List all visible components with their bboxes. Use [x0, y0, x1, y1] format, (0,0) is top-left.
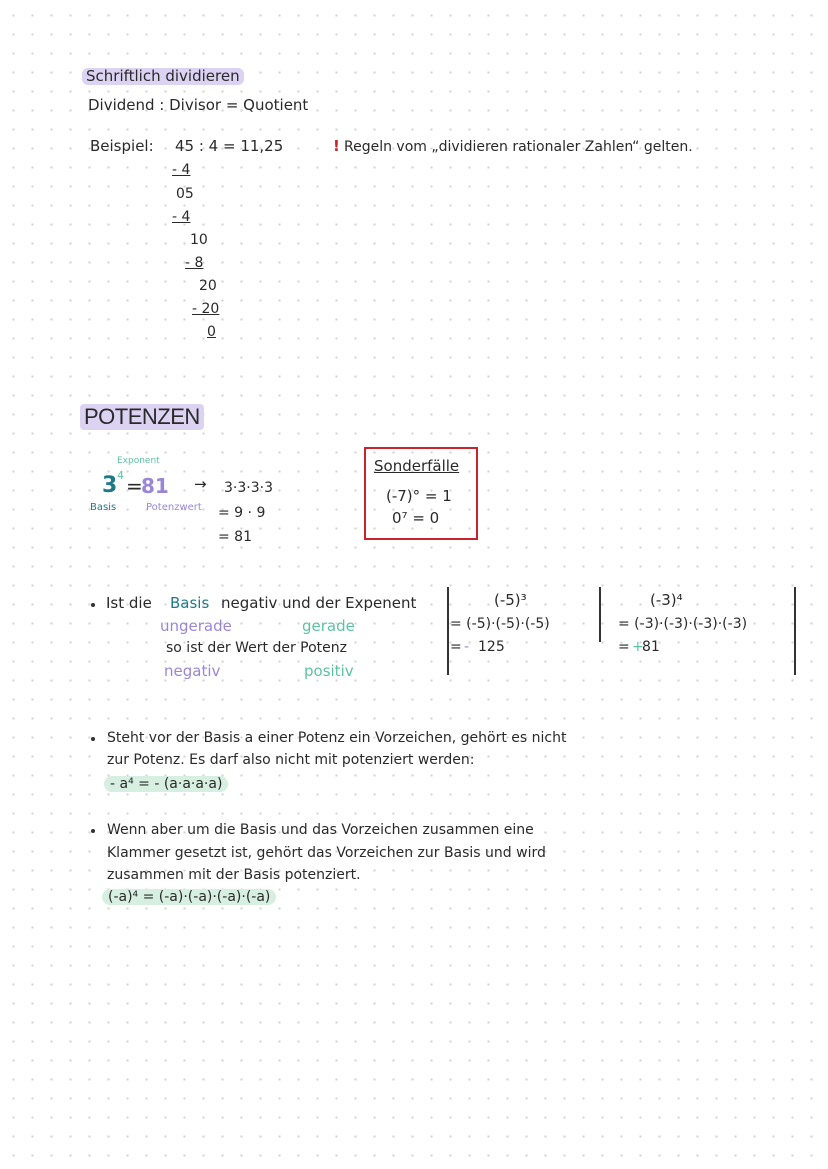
example-even-sign: + [632, 639, 644, 655]
power-step-3: = 81 [218, 529, 252, 545]
power-exponent: 4 [117, 469, 124, 482]
example-odd-sign: - [464, 639, 470, 655]
example-even-head: (-3)⁴ [650, 591, 683, 609]
basis-label: Basis [90, 502, 117, 513]
rule1-line3: so ist der Wert der Potenz [166, 640, 348, 656]
power-base: 3 [102, 473, 118, 498]
sonderfaelle-box [364, 447, 478, 540]
bullet-rule-2 [91, 737, 95, 741]
rule1-middle: negativ und der Expenent [221, 594, 417, 612]
rule3-line3: zusammen mit der Basis potenziert. [107, 867, 361, 883]
example-odd-line2: = (-5)·(-5)·(-5) [450, 616, 550, 632]
example-even-result: 81 [642, 639, 660, 655]
rule1-prefix: Ist die [106, 594, 152, 612]
table-divider-left [447, 587, 449, 675]
sonderfaelle-line-1: (-7)° = 1 [386, 487, 452, 505]
table-divider-middle [599, 587, 601, 642]
sonderfaelle-title: Sonderfälle [374, 457, 460, 475]
step-8: 0 [207, 324, 216, 340]
exponent-label: Exponent [117, 456, 160, 466]
section-title-potenzen: POTENZEN [80, 404, 204, 430]
rule3-line2: Klammer gesetzt ist, gehört das Vorzeichen zur Basis und wird [107, 845, 546, 861]
step-4: 10 [190, 232, 208, 248]
division-note: Regeln vom „dividieren rationaler Zahlen“ gelten. [344, 139, 693, 155]
example-even-eq: = [618, 639, 630, 655]
example-label: Beispiel: [90, 137, 154, 155]
rule2-line2: zur Potenz. Es darf also nicht mit potenziert werden: [107, 752, 475, 768]
power-expansion: 3·3·3·3 [224, 480, 273, 496]
power-result: 81 [141, 474, 169, 498]
step-3: - 4 [172, 209, 191, 225]
table-divider-right [794, 587, 796, 675]
step-6: 20 [199, 278, 217, 294]
example-odd-result: 125 [478, 639, 505, 655]
power-equals: = [126, 474, 143, 498]
step-2: 05 [176, 186, 194, 202]
note-exclamation-icon: ! [333, 137, 340, 155]
sonderfaelle-line-2: 0⁷ = 0 [392, 509, 440, 527]
rule2-formula: - a⁴ = - (a·a·a·a) [104, 776, 228, 792]
rule3-line1: Wenn aber um die Basis und das Vorzeichen zusammen eine [107, 822, 534, 838]
example-even-line2: = (-3)·(-3)·(-3)·(-3) [618, 616, 748, 632]
bullet-rule-3 [91, 829, 95, 833]
step-5: - 8 [185, 255, 204, 271]
step-1: - 4 [172, 162, 191, 178]
power-step-2: = 9 · 9 [218, 505, 266, 521]
rule2-line1: Steht vor der Basis a einer Potenz ein Vorzeichen, gehört es nicht [107, 730, 567, 746]
bullet-rule-1 [91, 603, 95, 607]
rule1-negativ: negativ [164, 662, 221, 680]
rule3-formula: (-a)⁴ = (-a)·(-a)·(-a)·(-a) [102, 889, 276, 905]
section-title-division: Schriftlich dividieren [82, 68, 244, 85]
rule1-basis-word: Basis [170, 594, 210, 612]
division-definition: Dividend : Divisor = Quotient [88, 96, 309, 114]
example-odd-eq: = [450, 639, 462, 655]
arrow-icon: → [194, 475, 207, 493]
division-equation: 45 : 4 = 11,25 [175, 137, 284, 155]
rule1-ungerade: ungerade [160, 617, 232, 635]
example-odd-head: (-5)³ [494, 591, 527, 609]
step-7: - 20 [192, 301, 220, 317]
rule1-positiv: positiv [304, 662, 354, 680]
potenzwert-label: Potenzwert [146, 502, 202, 513]
rule1-gerade: gerade [302, 617, 355, 635]
